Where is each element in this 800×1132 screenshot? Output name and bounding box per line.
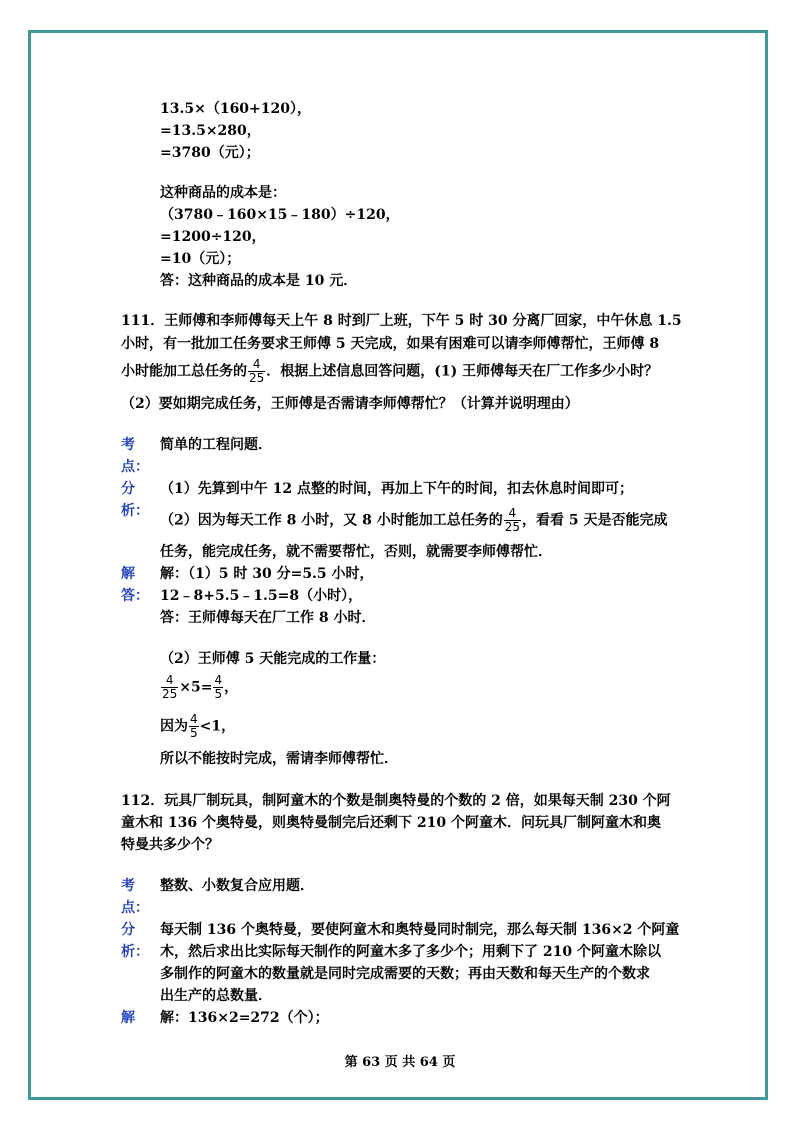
kaodian-text: 整数、小数复合应用题． [160, 878, 314, 894]
jieda-text: 解：136×2=272（个）； [160, 1010, 329, 1026]
jieda-text: $\frac{4}{25}$ ×5= $\frac{4}{5}$ ， [162, 673, 239, 701]
fenxi-text: （1）先算到中午 12 点整的时间，再加上下午的时间，扣去休息时间即可； [160, 481, 633, 497]
fenxi-label: 分 [121, 922, 135, 938]
calc-line: =13.5×280， [160, 123, 261, 139]
fenxi-label: 析： [121, 944, 149, 960]
fenxi-text: 木，然后求出比实际每天制作的阿童木多了多少个；用剩下了 210 个阿童木除以 [160, 944, 661, 960]
jieda-label: 解 [121, 1010, 135, 1026]
fenxi-label: 析： [121, 503, 149, 519]
fenxi-label: 分 [121, 481, 135, 497]
jieda-text: 答：王师傅每天在厂工作 8 小时． [160, 610, 376, 626]
question-111-text: 小时，有一批加工任务要求王师傅 5 天完成，如果有困难可以请李师傅帮忙，王师傅 8 [121, 336, 660, 352]
jieda-label: 解 [121, 566, 135, 582]
jieda-text: 解：（1）5 时 30 分=5.5 小时， [160, 566, 374, 582]
question-111-text: 小时能加工总任务的 $\frac{4}{25}$ ．根据上述信息回答问题，(1) 王师傅每天在厂工作多少小时？ [121, 357, 659, 385]
kaodian-text: 简单的工程问题． [160, 437, 272, 453]
calc-line: 13.5×（160+120）， [160, 101, 312, 117]
calc-line: =1200÷120， [160, 229, 266, 245]
jieda-text: 因为 $\frac{4}{5}$ <1， [160, 712, 236, 740]
calc-answer: 答：这种商品的成本是 10 元． [160, 273, 358, 289]
kaodian-label: 点： [121, 459, 149, 475]
fraction: $\frac{4}{25}$ [162, 673, 178, 701]
question-111-text: （2）要如期完成任务，王师傅是否需请李师傅帮忙？（计算并说明理由） [121, 396, 579, 412]
fraction: $\frac{4}{25}$ [249, 357, 265, 385]
jieda-text: 所以不能按时完成，需请李师傅帮忙． [160, 751, 398, 767]
question-112-text: 112．玩具厂制玩具，制阿童木的个数是制奥特曼的个数的 2 倍，如果每天制 230 个阿 [121, 793, 671, 809]
question-111-text: 111．王师傅和李师傅每天上午 8 时到厂上班，下午 5 时 30 分离厂回家，中午休息 1.5 [121, 313, 682, 329]
fraction: $\frac{4}{25}$ [504, 506, 520, 534]
kaodian-label: 点： [121, 900, 149, 916]
calc-line: =10（元）； [160, 251, 241, 267]
fenxi-text: 任务，能完成任务，就不需要帮忙，否则，就需要李师傅帮忙． [160, 544, 552, 560]
jieda-label: 答： [121, 588, 149, 604]
fraction: $\frac{4}{5}$ [190, 712, 198, 740]
calc-line: 这种商品的成本是： [160, 185, 286, 201]
fenxi-text: （2）因为每天工作 8 小时，又 8 小时能加工总任务的 $\frac{4}{25}$ ，看看 5 天是否能完成 [160, 506, 668, 534]
fraction: $\frac{4}{5}$ [214, 673, 223, 701]
fenxi-text: 多制作的阿童木的数量就是同时完成需要的天数；再由天数和每天生产的个数求 [160, 966, 650, 982]
kaodian-label: 考 [121, 878, 135, 894]
calc-line: =3780（元）； [160, 145, 260, 161]
question-112-text: 特曼共多少个？ [121, 837, 219, 853]
kaodian-label: 考 [121, 437, 135, 453]
page-footer: 第 63 页 共 64 页 [344, 1055, 456, 1070]
calc-line: （3780﹣160×15﹣180）÷120， [160, 207, 400, 223]
fenxi-text: 每天制 136 个奥特曼，要使阿童木和奥特曼同时制完，那么每天制 136×2 个阿童 [160, 922, 680, 938]
fenxi-text: 出生产的总数量． [160, 988, 272, 1004]
question-112-text: 童木和 136 个奥特曼，则奥特曼制完后还剩下 210 个阿童木．问玩具厂制阿童木和奥 [121, 815, 661, 831]
jieda-text: （2）王师傅 5 天能完成的工作量： [160, 651, 386, 667]
jieda-text: 12﹣8+5.5﹣1.5=8（小时）， [160, 588, 363, 604]
